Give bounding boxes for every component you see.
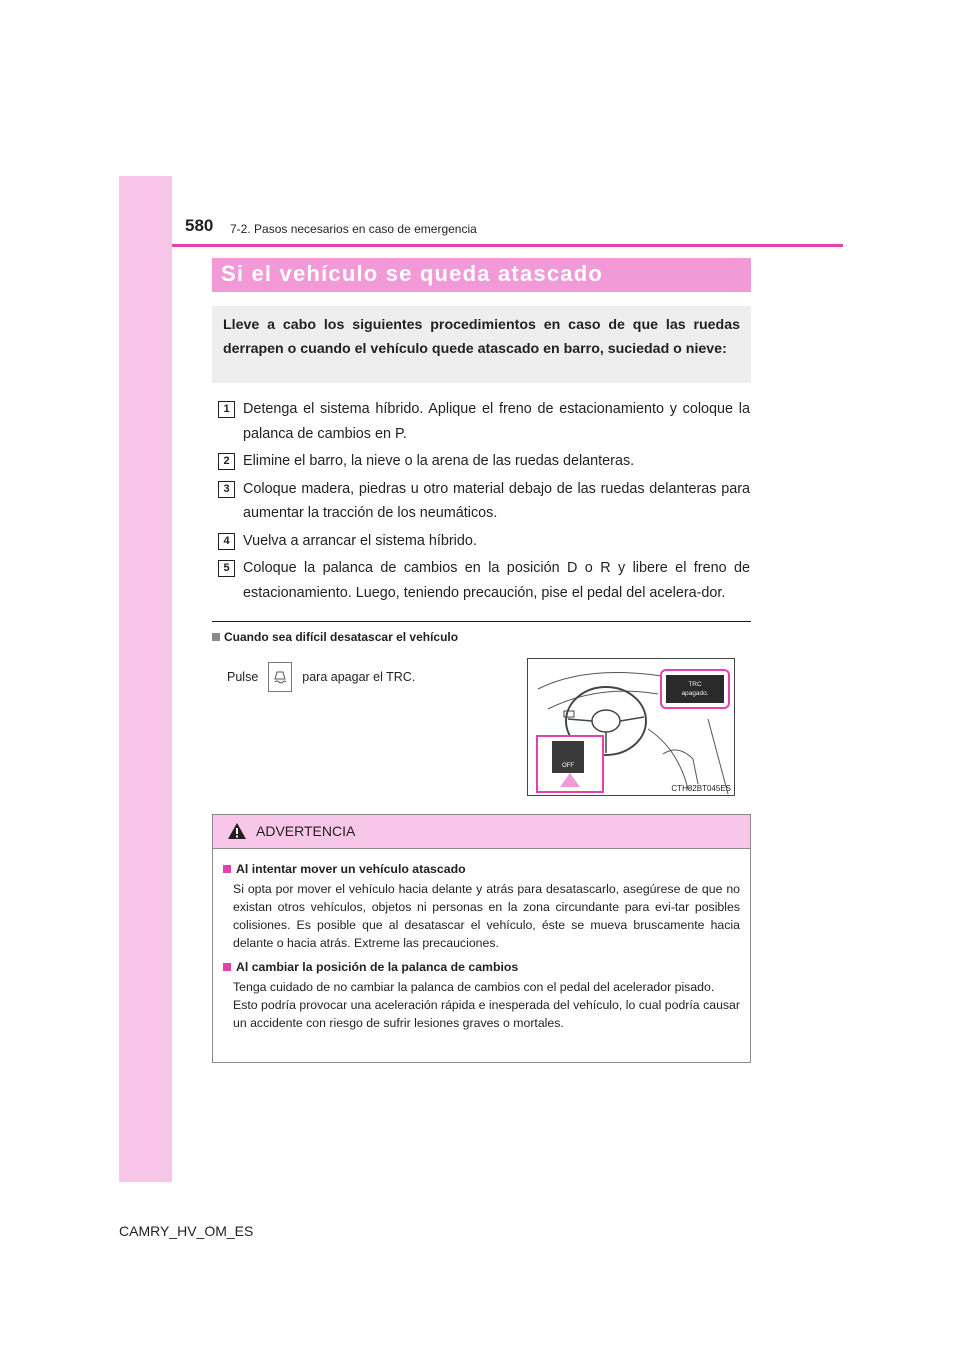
bullet-square-icon	[212, 633, 220, 641]
warning-item-text: Si opta por mover el vehículo hacia delante y atrás para desatascarlo, asegúrese de que no existan otros vehículos, objetos ni personas en la zona circundante para evi-tar posibles colisiones. Es posible que al desatascar el vehículo, éste se mueva bruscamente hacia delante o hacia atrás. Extreme las precauciones.	[233, 882, 740, 950]
step-text: Coloque la palanca de cambios en la posición D o R y libere el freno de estacionamiento. Luego, teniendo precaución, pise el pedal del acelera-dor.	[243, 560, 750, 601]
warning-icon	[227, 822, 247, 840]
page-title: Si el vehículo se queda atascado	[221, 261, 603, 286]
warning-body	[213, 849, 750, 1032]
section-title: 7-2. Pasos necesarios en caso de emergencia	[230, 222, 477, 236]
step-number: 1	[218, 401, 235, 418]
step-3	[218, 477, 750, 526]
warning-item-text-2: Esto podría provocar una aceleración rápida e inesperada del vehículo, lo cual podría causar un accidente con riesgo de sufrir lesiones graves o mortales.	[233, 998, 740, 1030]
callout-line-2: apagado.	[681, 690, 709, 697]
warning-box	[212, 814, 751, 1063]
trc-off-callout	[660, 669, 730, 709]
step-1	[218, 397, 750, 446]
pulse-before-text: Pulse	[227, 670, 259, 684]
button-zoom-box	[536, 735, 604, 793]
header-rule	[172, 244, 843, 247]
warning-item-text: Tenga cuidado de no cambiar la palanca de cambios con el pedal del acelerador pisado.	[233, 980, 715, 994]
trc-off-button-icon	[268, 662, 292, 692]
intro-text: Lleve a cabo los siguientes procedimientos en caso de que las ruedas derrapen o cuando el vehículo quede atascado en barro, suciedad o nieve:	[223, 317, 740, 357]
step-text: Vuelva a arrancar el sistema híbrido.	[243, 532, 477, 549]
step-4	[218, 529, 750, 554]
title-bar	[212, 258, 751, 292]
warning-item-title	[223, 958, 740, 976]
trc-off-switch	[552, 741, 584, 773]
warning-item-title-text: Al cambiar la posición de la palanca de cambios	[236, 960, 519, 974]
steps-list	[218, 397, 750, 608]
pulse-after-text: para apagar el TRC.	[302, 670, 416, 684]
step-text: Elimine el barro, la nieve o la arena de las ruedas delanteras.	[243, 453, 635, 469]
section-divider	[212, 621, 751, 622]
step-number: 3	[218, 481, 235, 498]
step-number: 2	[218, 453, 235, 470]
dashboard-illustration	[527, 658, 735, 796]
illustration-code: CTH82BT045ES	[671, 784, 731, 793]
page-number: 580	[185, 216, 214, 235]
callout-display	[666, 675, 724, 703]
intro-box	[212, 306, 751, 383]
step-number: 4	[218, 533, 235, 550]
warning-item-title-text: Al intentar mover un vehículo atascado	[236, 862, 466, 876]
step-5	[218, 556, 750, 605]
warning-title: ADVERTENCIA	[256, 823, 356, 839]
step-text: Coloque madera, piedras u otro material debajo de las ruedas delanteras para aumentar la tracción de los neumáticos.	[243, 480, 750, 521]
bullet-square-icon	[223, 865, 231, 873]
subsection-heading	[212, 630, 458, 644]
callout-line-1: TRC	[688, 681, 702, 688]
bullet-square-icon	[223, 963, 231, 971]
step-text: Detenga el sistema híbrido. Aplique el freno de estacionamiento y coloque la palanca de cambios en P.	[243, 401, 750, 442]
side-band	[119, 176, 172, 1182]
warning-item-title	[223, 860, 740, 878]
footer-code: CAMRY_HV_OM_ES	[119, 1223, 254, 1239]
subsection-heading-text: Cuando sea difícil desatascar el vehículo	[224, 630, 459, 644]
step-number: 5	[218, 560, 235, 577]
step-2	[218, 449, 750, 474]
pointer-arrow-icon	[560, 773, 580, 787]
pulse-instruction	[227, 662, 415, 692]
warning-header	[213, 815, 750, 849]
switch-label: OFF	[562, 763, 574, 769]
